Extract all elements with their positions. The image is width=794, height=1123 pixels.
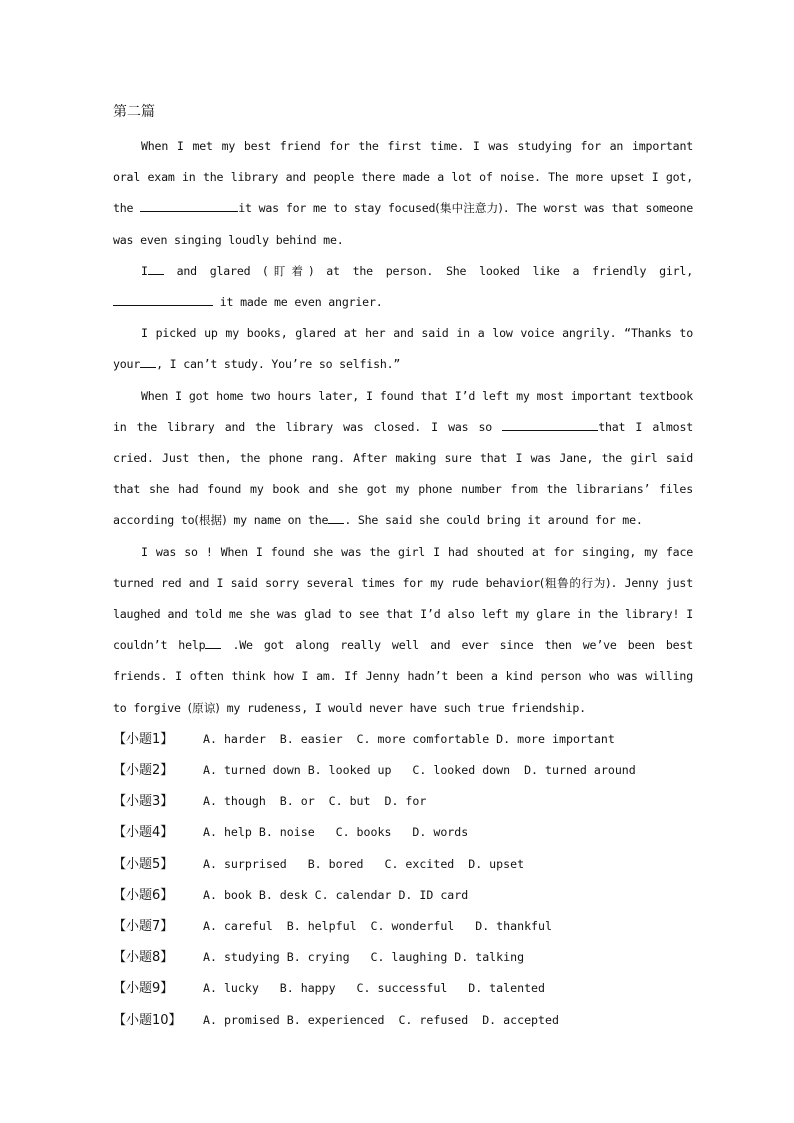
blank-3 <box>113 292 213 306</box>
blank-5 <box>502 417 598 431</box>
question-row <box>113 942 693 973</box>
p4-text-e: . She said she could bring it around for me. <box>344 513 643 528</box>
question-options: A. turned down B. looked up C. looked down D. turned around <box>203 763 636 778</box>
question-options: A. book B. desk C. calendar D. ID card <box>203 887 469 902</box>
document-page <box>113 100 693 1036</box>
p4-text-d: my name on the <box>226 513 329 528</box>
p4-text-b: that I almost cried. Just then, the phone rang. After making sure that I was Jane, the girl said that she had found my book and she got my phone number from the librarians’ files according to <box>113 419 694 528</box>
p2-text-d: at the person. She looked like a friendly girl, <box>313 263 693 278</box>
question-row <box>113 786 693 817</box>
p5-text-a: I was so ! When I found she was the girl I had shouted at for singing, my face turned red and I said sorry several times for my rude behavior <box>113 544 693 590</box>
question-options: A. promised B. experienced C. refused D. accepted <box>203 1012 559 1027</box>
question-list <box>113 724 693 1036</box>
question-options: A. lucky B. happy C. successful D. talented <box>203 981 546 996</box>
paragraph-4 <box>113 381 693 537</box>
p4-text-a: When I got home two hours later, I found that I’d left my most important textbook in the library and the library was closed. I was so <box>113 388 693 434</box>
paragraph-3 <box>113 318 693 380</box>
p2-text-b: and glared <box>163 263 264 278</box>
p5-gloss-1: (粗鲁的行为) <box>539 575 611 590</box>
blank-8 <box>205 635 221 649</box>
p5-text-d: .We got along really well and ever since then we’ve been best friends. I often think how I am. If Jenny hadn’t been a kind person who was willing to forgive <box>113 638 694 715</box>
question-row <box>113 817 693 848</box>
p2-text-e: it made me even angrier. <box>213 295 383 310</box>
question-label: 【小题8】 <box>113 950 174 966</box>
p1-gloss: (集中注意力) <box>435 201 503 216</box>
p3-text-a: I picked up my books, glared at her and said in a low voice angrily. “Thanks to your <box>113 326 693 372</box>
p5-gloss-2: (原谅) <box>187 700 220 715</box>
p1-text-d: . The worst was that someone was even singing loudly behind me. <box>113 201 694 247</box>
question-label: 【小题10】 <box>113 1012 182 1028</box>
question-row <box>113 973 693 1004</box>
blank-1 <box>140 198 238 212</box>
paragraph-5 <box>113 537 693 724</box>
p2-gloss: (盯着) <box>263 263 314 278</box>
question-row <box>113 911 693 942</box>
section-heading: 第二篇 <box>113 104 155 120</box>
question-options: A. though B. or C. but D. for <box>203 794 427 809</box>
question-row <box>113 755 693 786</box>
question-label: 【小题3】 <box>113 794 174 810</box>
question-row <box>113 724 693 755</box>
paragraph-1 <box>113 131 693 256</box>
question-label: 【小题6】 <box>113 887 174 903</box>
p2-text-a: I <box>141 263 148 278</box>
p3-text-b: , I can’t study. You’re so selfish.” <box>156 357 401 372</box>
question-options: A. studying B. crying C. laughing D. talking <box>203 950 525 965</box>
question-row <box>113 1005 693 1036</box>
p4-gloss: (根据) <box>194 513 227 528</box>
blank-6 <box>328 510 344 524</box>
p5-text-c: . Jenny just laughed and told me she was glad to see that I’d also left my glare in the library! I couldn’t help <box>113 575 693 653</box>
p1-text-b: it was for me to stay focused <box>238 201 436 216</box>
p5-text-f: my rudeness, I would never have such true friendship. <box>219 700 586 715</box>
p1-text-a: When I met my best friend for the first time. I was studying for an important oral exam in the library and people there made a lot of noise. The more upset I got, the <box>113 139 693 216</box>
question-options: A. harder B. easier C. more comfortable D. more important <box>203 731 615 746</box>
blank-2 <box>148 261 164 275</box>
question-label: 【小题4】 <box>113 825 174 841</box>
question-row <box>113 880 693 911</box>
question-options: A. surprised B. bored C. excited D. upset <box>203 856 525 871</box>
question-row <box>113 849 693 880</box>
paragraph-2 <box>113 256 693 318</box>
question-label: 【小题2】 <box>113 763 174 779</box>
question-label: 【小题1】 <box>113 731 174 747</box>
question-label: 【小题7】 <box>113 918 174 934</box>
blank-4 <box>140 354 156 368</box>
question-label: 【小题9】 <box>113 981 174 997</box>
question-options: A. help B. noise C. books D. words <box>203 825 469 840</box>
question-label: 【小题5】 <box>113 856 174 872</box>
question-options: A. careful B. helpful C. wonderful D. thankful <box>203 918 553 933</box>
